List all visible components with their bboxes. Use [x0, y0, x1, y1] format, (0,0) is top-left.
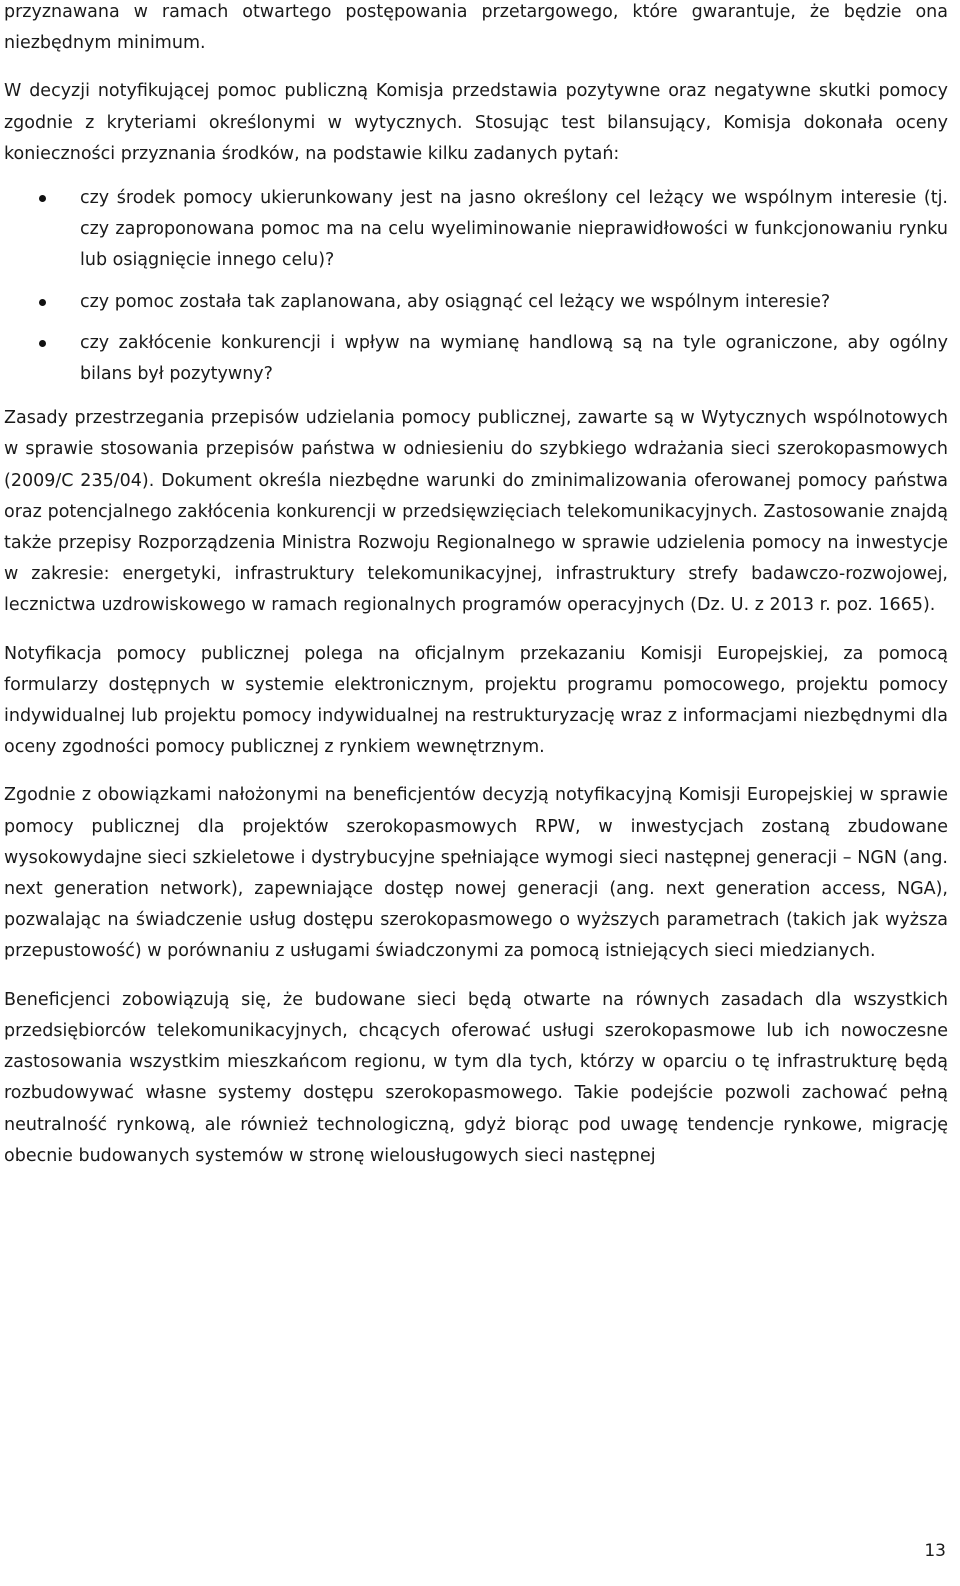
list-item-text: czy środek pomocy ukierunkowany jest na jasno określony cel leżący we wspólnym interesie (tj. czy zaproponowana pomoc ma na celu wyeliminowanie nieprawidłowości w funkcjonowaniu rynku lub osiągnięcie innego celu)? [80, 188, 948, 271]
list-item-text: czy zakłócenie konkurencji i wpływ na wymianę handlową są na tyle ograniczone, aby ogólny bilans był pozytywny? [80, 332, 948, 385]
bullet-icon [39, 340, 46, 347]
list-item-text: czy pomoc została tak zaplanowana, aby osiągnąć cel leżący we wspólnym interesie? [80, 291, 831, 312]
page-number: 13 [924, 1541, 946, 1561]
list-item [4, 328, 948, 390]
paragraph-beneficiary-obligations: Zgodnie z obowiązkami nałożonymi na beneficjentów decyzją notyfikacyjną Komisji Europejskiej w sprawie pomocy publicznej dla projektów szerokopasmowych RPW, w inwestycjach zostaną zbudowane wysokowydajne sieci szkieletowe i dystrybucyjne spełniające wymogi sieci następnej generacji – NGN (ang. next generation network), zapewniające dostęp nowej generacji (ang. next generation access, NGA), pozwalając na świadczenie usług dostępu szerokopasmowego o wyższych parametrach (takich jak wyższa przepustowość) w porównaniu z usługami świadczonymi za pomocą istniejących sieci miedzianych. [4, 785, 948, 962]
bullet-icon [39, 299, 46, 306]
list-item [4, 183, 948, 277]
bullet-icon [39, 195, 46, 202]
paragraph-intro-continued: przyznawana w ramach otwartego postępowania przetargowego, które gwarantuje, że będzie ona niezbędnym minimum. [4, 2, 948, 54]
list-item [4, 287, 948, 318]
document-page [4, 0, 948, 1172]
question-list [4, 183, 948, 390]
paragraph-notification-decision: W decyzji notyfikującej pomoc publiczną Komisja przedstawia pozytywne oraz negatywne skutki pomocy zgodnie z kryteriami określonymi w wytycznych. Stosując test bilansujący, Komisja dokonała oceny konieczności przyznania środków, na podstawie kilku zadanych pytań: [4, 81, 948, 164]
paragraph-notification-definition: Notyfikacja pomocy publicznej polega na oficjalnym przekazaniu Komisji Europejskiej, za pomocą formularzy dostępnych w systemie elektronicznym, projektu programu pomocowego, projektu pomocy indywidualnej lub projektu pomocy indywidualnej na restrukturyzację wraz z informacjami niezbędnymi dla oceny zgodności pomocy publicznej z rynkiem wewnętrznym. [4, 643, 948, 758]
paragraph-state-aid-rules: Zasady przestrzegania przepisów udzielania pomocy publicznej, zawarte są w Wytycznych wspólnotowych w sprawie stosowania przepisów państwa w odniesieniu do szybkiego wdrażania sieci szerokopasmowych (2009/C 235/04). Dokument określa niezbędne warunki do zminimalizowania oferowanej pomocy państwa oraz potencjalnego zakłócenia konkurencji w przedsięwzięciach telekomunikacyjnych. Zastosowanie znajdą także przepisy Rozporządzenia Ministra Rozwoju Regionalnego w sprawie udzielenia pomocy na inwestycje w zakresie: energetyki, infrastruktury telekomunikacyjnej, infrastruktury strefy badawczo-rozwojowej, lecznictwa uzdrowiskowego w ramach regionalnych programów operacyjnych (Dz. U. z 2013 r. poz. 1665). [4, 408, 948, 616]
paragraph-open-networks: Beneficjenci zobowiązują się, że budowane sieci będą otwarte na równych zasadach dla wszystkich przedsiębiorców telekomunikacyjnych, chcących oferować usługi szerokopasmowe lub ich nowoczesne zastosowania wszystkim mieszkańcom regionu, w tym dla tych, którzy w oparciu o tę infrastrukturę będą rozbudowywać własne systemy dostępu szerokopasmowego. Takie podejście pozwoli zachować pełną neutralność rynkową, ale również technologiczną, gdyż biorąc pod uwagę tendencje rynkowe, migrację obecnie budowanych systemów w stronę wielousługowych sieci następnej [4, 989, 948, 1166]
